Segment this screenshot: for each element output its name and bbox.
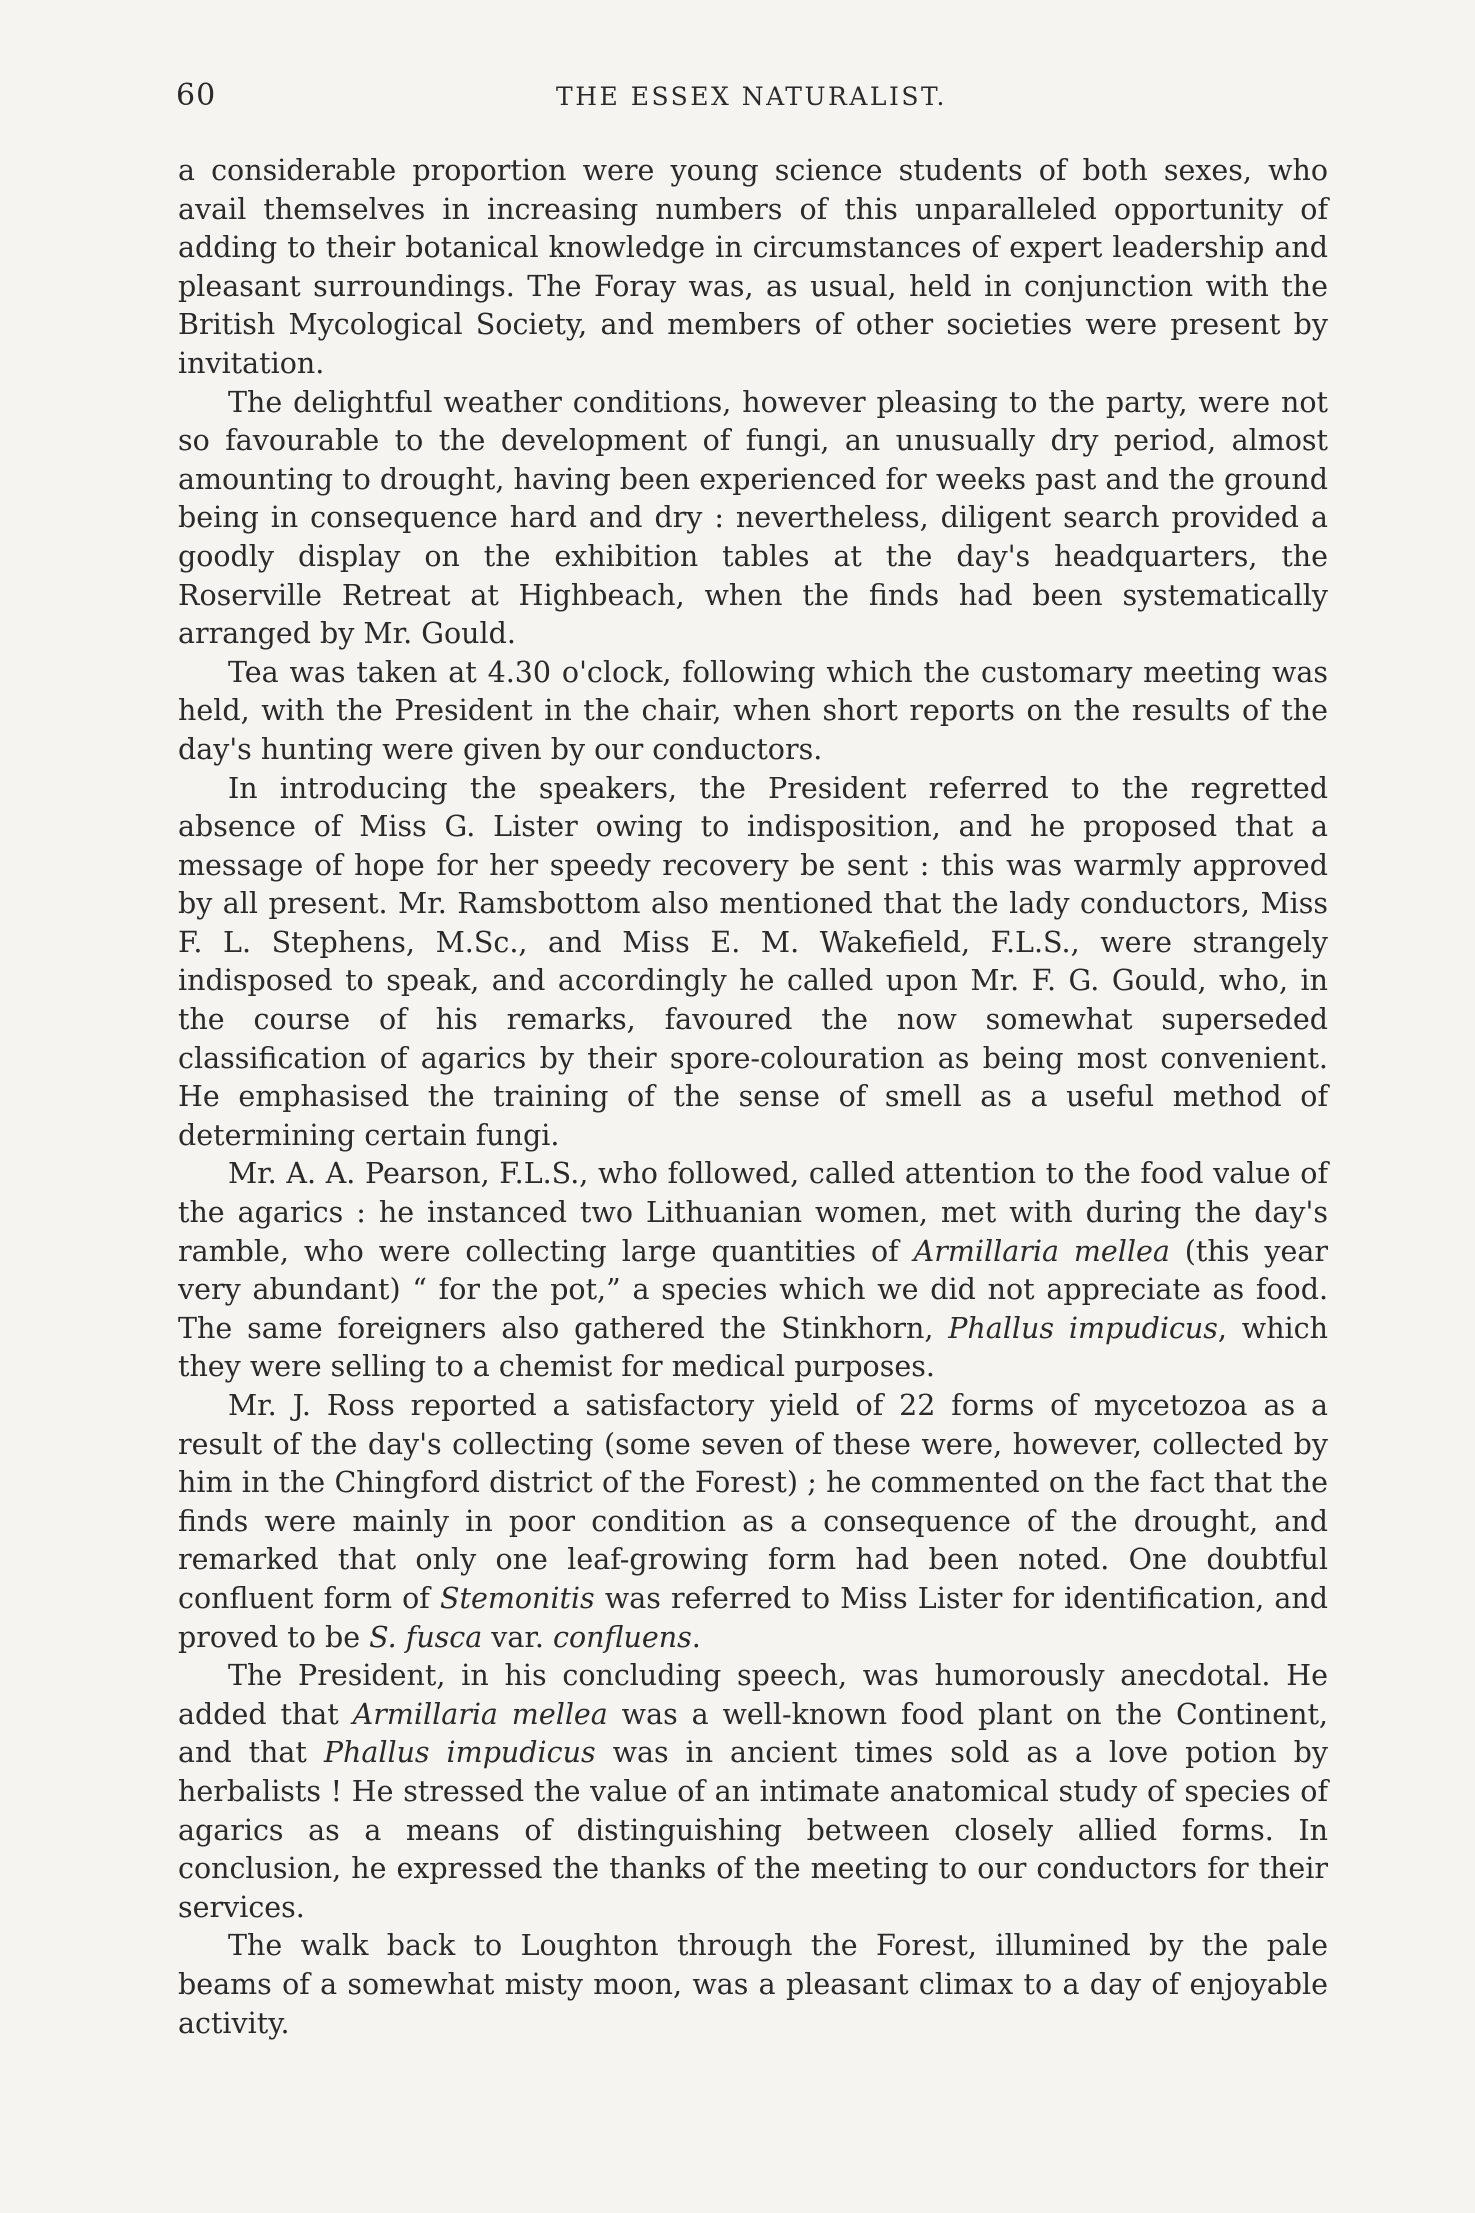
text-run: Tea was taken at 4.30 o'clock, following which the customary meeting was held, with the President in the chair, when short reports on the results of the day's hunting were given by our conductors. (178, 655, 1328, 766)
text-run: The walk back to Loughton through the Forest, illumined by the pale beams of a somewhat misty moon, was a pleasant climax to a day of enjoyable activity. (178, 1929, 1328, 2040)
paragraph (178, 384, 1328, 654)
journal-title: THE ESSEX NATURALIST. (556, 82, 947, 111)
species-name: Armillaria mellea (352, 1697, 608, 1731)
paragraph (178, 1657, 1328, 1927)
genus-name: Stemonitis (439, 1581, 595, 1615)
paragraph (178, 1927, 1328, 2043)
text-run: var. (482, 1620, 554, 1654)
species-name: S. fusca (369, 1620, 483, 1654)
variety-name: confluens (553, 1620, 692, 1654)
paragraph (178, 152, 1328, 384)
paragraph (178, 1155, 1328, 1387)
text-run: was in ancient times sold as a love potion by herbalists ! He stressed the value of an intimate anatomical study of species of agarics as a means of distinguishing between closely allied forms. In conclusion, he expressed the thanks of the meeting to our conductors for their services. (178, 1736, 1328, 1924)
species-name: Armillaria mellea (913, 1234, 1170, 1268)
text-run: , which they were selling to a chemist for medical purposes. (178, 1311, 1328, 1384)
text-run: The delightful weather conditions, however pleasing to the party, were not so favourable to the development of fungi, an unusually dry period, almost amounting to drought, having been experienced for weeks past and the ground being in consequence hard and dry : nevertheless, diligent search provided a goodly display on the exhibition tables at the day's headquarters, the Roserville Retreat at Highbeach, when the finds had been systematically arranged by Mr. Gould. (178, 385, 1328, 651)
text-run: Mr. A. A. Pearson, F.L.S., who followed, called attention to the food value of the agarics : he instanced two Lithuanian women, met with during the day's ramble, who were collecting large quantities of (178, 1157, 1328, 1268)
species-name: Phallus impudicus (323, 1736, 596, 1770)
text-run: was referred to Miss Lister for identification, and proved to be (178, 1581, 1328, 1654)
text-run: a considerable proportion were young science students of both sexes, who avail themselves in increasing numbers of this unparalleled opportunity of adding to their botanical knowledge in circumstances of expert leadership and pleasant surroundings. The Foray was, as usual, held in conjunction with the British Mycological Society, and members of other societies were present by invitation. (178, 154, 1328, 380)
page-number: 60 (176, 78, 217, 113)
text-run: was a well-known food plant on the Continent, and that (178, 1697, 1328, 1770)
paragraph (178, 1387, 1328, 1657)
article-body (178, 152, 1328, 2043)
text-run: In introducing the speakers, the President referred to the regretted absence of Miss G. Lister owing to indisposition, and he proposed that a message of hope for her speedy recovery be sent : this was warmly approved by all present. Mr. Ramsbottom also mentioned that the lady conductors, Miss F. L. Stephens, M.Sc., and Miss E. M. Wakefield, F.L.S., were strangely indisposed to speak, and accordingly he called upon Mr. F. G. Gould, who, in the course of his remarks, favoured the now somewhat superseded classification of agarics by their spore-colouration as being most convenient. He emphasised the training of the sense of smell as a useful method of determining certain fungi. (178, 771, 1328, 1152)
species-name: Phallus impudicus (948, 1311, 1218, 1345)
paragraph (178, 654, 1328, 770)
text-run: (this year very abundant) “ for the pot,” a species which we did not appreciate as food. The same foreigners also gathered the Stinkhorn, (178, 1234, 1328, 1345)
text-run: Mr. J. Ross reported a satisfactory yield of 22 forms of mycetozoa as a result of the day's collecting (some seven of these were, however, collected by him in the Chingford district of the Forest) ; he commented on the fact that the finds were mainly in poor condition as a consequence of the drought, and remarked that only one leaf-growing form had been noted. One doubtful confluent form of (178, 1389, 1328, 1615)
text-run: . (691, 1620, 701, 1654)
paragraph (178, 770, 1328, 1156)
running-head (176, 78, 1327, 118)
text-run: The President, in his concluding speech, was humorously anecdotal. He added that (178, 1659, 1328, 1731)
